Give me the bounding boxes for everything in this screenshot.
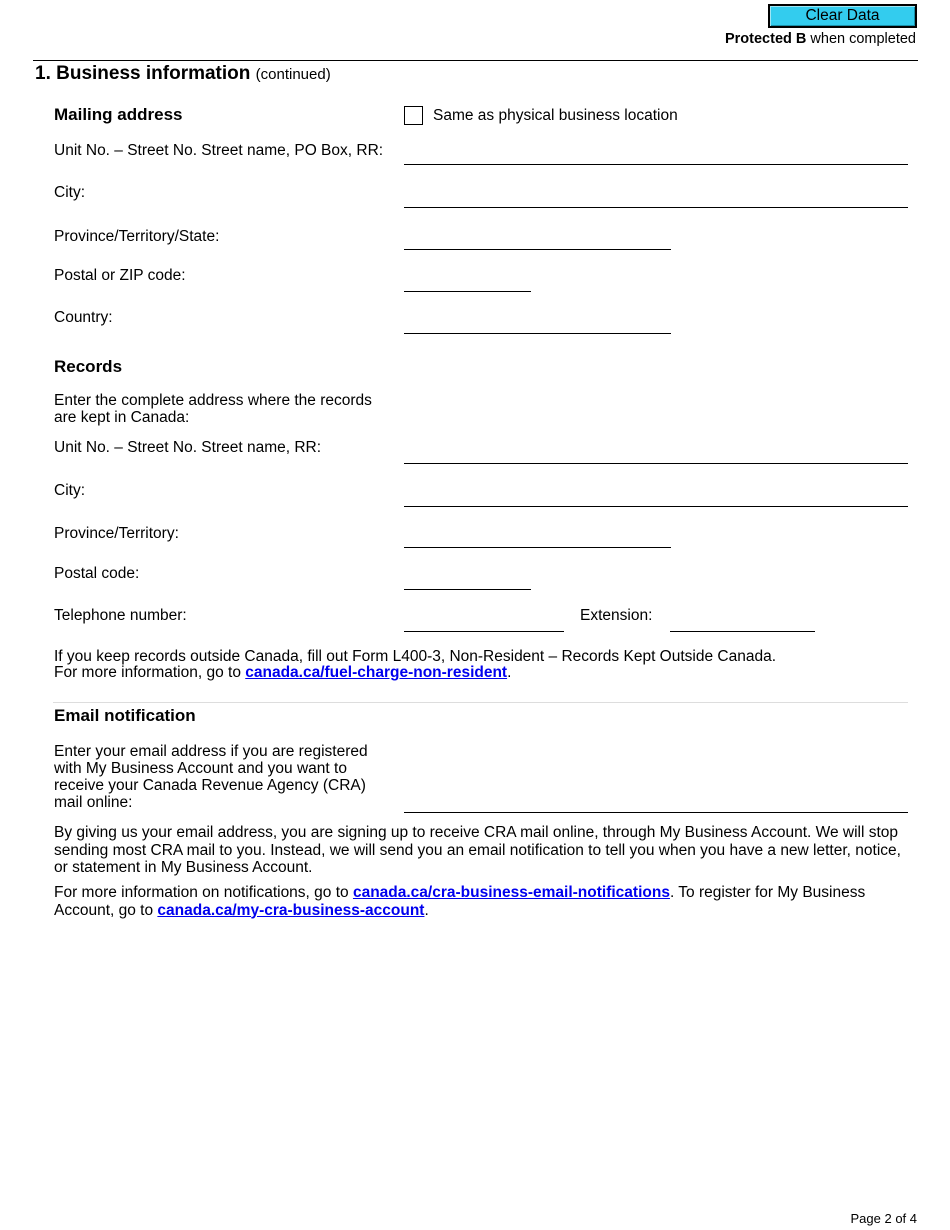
email-more-info-middle: . To register for My Business Account, go to	[54, 884, 866, 919]
section-title	[35, 63, 331, 85]
records-postal-input[interactable]	[404, 568, 531, 590]
email-more-info	[54, 884, 912, 919]
email-section-divider	[53, 702, 908, 703]
records-city-label: City:	[54, 482, 85, 499]
section-continued: (continued)	[255, 66, 331, 83]
mailing-province-label: Province/Territory/State:	[54, 228, 220, 245]
clear-data-button[interactable]: Clear Data	[768, 4, 917, 28]
records-outside-canada-text: If you keep records outside Canada, fill out Form L400-3, Non-Resident – Records Kept Outside Canada.	[54, 648, 777, 665]
records-intro-line-2: are kept in Canada:	[54, 409, 190, 426]
my-business-account-link[interactable]: canada.ca/my-cra-business-account	[157, 901, 425, 919]
email-intro-line-1: Enter your email address if you are registered	[54, 743, 368, 760]
records-intro-line-1: Enter the complete address where the records	[54, 392, 372, 409]
email-more-info-suffix: .	[424, 901, 429, 919]
records-more-info	[54, 664, 511, 682]
same-as-physical-label: Same as physical business location	[433, 107, 678, 124]
mailing-province-input[interactable]	[404, 228, 671, 250]
mailing-postal-input[interactable]	[404, 270, 531, 292]
email-more-info-prefix: For more information on notifications, go to	[54, 884, 353, 901]
mailing-country-input[interactable]	[404, 312, 671, 334]
records-city-input[interactable]	[404, 485, 908, 507]
mailing-address-heading: Mailing address	[54, 105, 183, 124]
section-title-text: 1. Business information	[35, 63, 251, 84]
telephone-input[interactable]	[404, 610, 564, 632]
same-as-physical-checkbox[interactable]	[404, 106, 423, 125]
header-divider	[33, 60, 918, 61]
records-postal-label: Postal code:	[54, 565, 140, 582]
page-number: Page 2 of 4	[850, 1211, 917, 1226]
records-street-input[interactable]	[404, 442, 908, 464]
protected-b-notice	[725, 31, 916, 47]
fuel-charge-non-resident-link[interactable]: canada.ca/fuel-charge-non-resident	[245, 664, 508, 681]
email-notification-heading: Email notification	[54, 706, 196, 725]
records-province-input[interactable]	[404, 526, 671, 548]
email-notifications-link[interactable]: canada.ca/cra-business-email-notifications	[352, 884, 670, 901]
email-address-input[interactable]	[404, 791, 908, 813]
extension-input[interactable]	[670, 610, 815, 632]
records-heading: Records	[54, 357, 123, 376]
mailing-street-label: Unit No. – Street No. Street name, PO Box, RR:	[54, 142, 384, 159]
mailing-street-input[interactable]	[404, 143, 908, 165]
email-intro-line-3: receive your Canada Revenue Agency (CRA)	[54, 777, 366, 794]
records-province-label: Province/Territory:	[54, 525, 179, 542]
email-intro-line-2: with My Business Account and you want to	[54, 760, 347, 777]
records-more-info-prefix: For more information, go to	[54, 664, 246, 681]
mailing-city-input[interactable]	[404, 186, 908, 208]
records-street-label: Unit No. – Street No. Street name, RR:	[54, 439, 322, 456]
telephone-label: Telephone number:	[54, 607, 187, 624]
extension-label: Extension:	[580, 607, 653, 624]
mailing-country-label: Country:	[54, 309, 113, 326]
mailing-postal-label: Postal or ZIP code:	[54, 267, 186, 284]
email-consent-text: By giving us your email address, you are signing up to receive CRA mail online, through My Business Account. We will stop sending most CRA mail to you. Instead, we will send you an email notification to tell you when you have a new letter, notice, or statement in My Business Account.	[54, 824, 901, 876]
protected-b-label: Protected B	[724, 31, 807, 47]
email-intro-line-4: mail online:	[54, 794, 133, 811]
records-more-info-suffix: .	[507, 664, 512, 681]
protected-b-suffix: when completed	[806, 31, 916, 47]
mailing-city-label: City:	[54, 184, 85, 201]
